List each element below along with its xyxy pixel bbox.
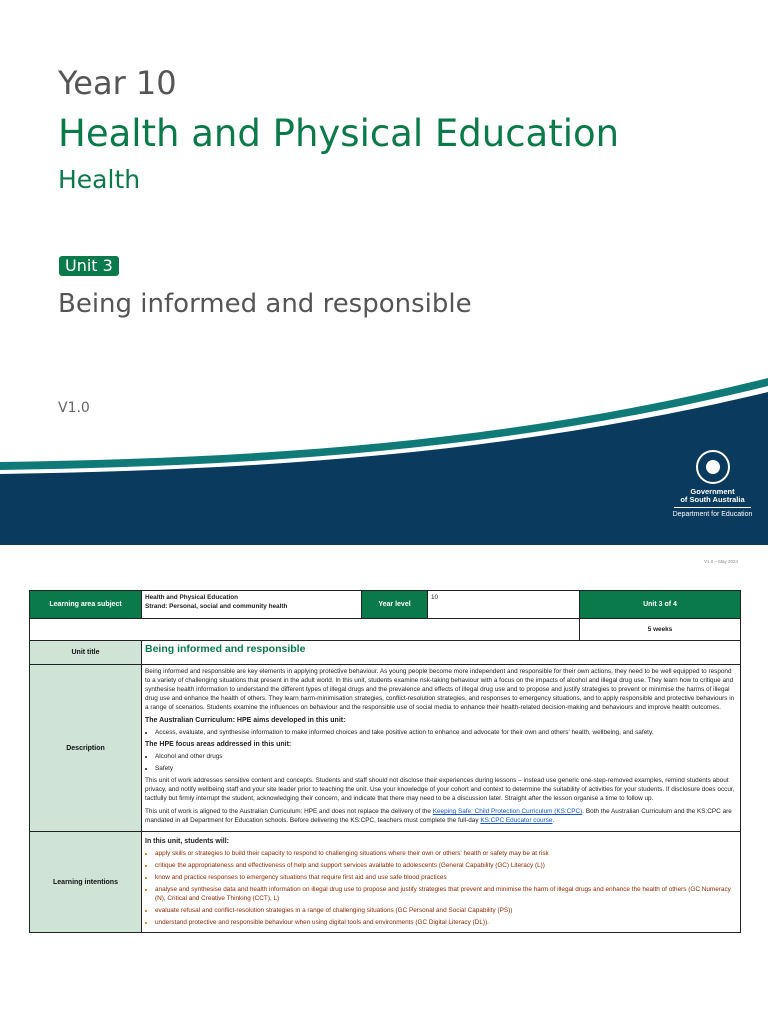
intention-item: • understand protective and responsible behaviour when using digital tools and environments (GC Digital Literacy (DL)).: [155, 918, 737, 927]
aims-list: [145, 728, 737, 737]
description-cell: [142, 665, 741, 832]
strand-value: Strand: Personal, social and community health: [145, 603, 288, 610]
empty-cell: [30, 619, 580, 641]
unit-badge: Unit 3: [59, 256, 119, 276]
intention-item: • apply skills or strategies to build their capacity to respond to challenging situations where their own or others' health or safety may be at risk: [155, 849, 737, 858]
intentions-heading: In this unit, students will:: [145, 838, 229, 845]
description-label: Description: [30, 665, 142, 832]
year-level-value: 10: [428, 591, 580, 619]
unit-title-label: Unit title: [30, 641, 142, 665]
piping-shrike-icon: [696, 450, 730, 484]
focus-item: • Alcohol and other drugs: [155, 752, 737, 761]
unit-overview-page: [0, 545, 768, 1024]
focus-item: • Safety: [155, 764, 737, 773]
description-paragraph: Being informed and responsible are key elements in applying protective behaviour. As young people become more independent and responsible for their own actions, they need to be well equipped to respond to a variety of challenging situations that present in the adult world. In this unit, students examine risk-taking behaviour with a focus on the impacts of alcohol and illegal drug use. They learn how to critique and synthesise health information to understand the different types of illegal drugs and the prevalence and effects of illegal drug use and to propose and justify strategies to prevent or minimise the harms of illegal drug use and enhance the health of others. They learn harm-minimisation strategies, conflict-resolution strategies, and responses to emergency situations, and to apply responsible and protective behaviours in a range of scenarios. Students examine the influences on behaviour and the responsible use of social media to enhance their health-related decision-making and behaviours and improve health outcomes.: [145, 668, 735, 711]
year-level-label: Year level: [362, 591, 428, 619]
sensitive-content-paragraph: This unit of work addresses sensitive content and concepts. Students and staff should not disclose their experiences during lessons – instead use generic one-step-removed examples, remind students about privacy, and notify wellbeing staff and your site leader prior to teaching the unit. Use your knowledge of your cohort and context to determine the suitability of activities for your students. If disclosure does occur, tactfully but firmly interrupt the student, acknowledging their concern, and indicate that there may need to be a discussion later. Straight after the lesson organise a time to follow up.: [145, 777, 735, 802]
logo-line-department: Department for Education: [672, 511, 753, 518]
strand-subtitle: Health: [58, 165, 141, 194]
cover-wave-graphic: [0, 370, 768, 545]
logo-line-state: of South Australia: [680, 495, 745, 504]
intention-item: • critique the appropriateness and effectiveness of help and support services available to adolescents (General Capability (GC) Literacy (L)): [155, 861, 737, 870]
alignment-text-2: . Both the Australian Curriculum and the KS:CPC are mandated in all Department for Education schools. Before delivering the KS:CPC, teachers must complete the full-day: [145, 808, 732, 824]
intention-item: • know and practice responses to emergency situations that require first aid and use safe blood practices: [155, 873, 737, 882]
intention-item: • evaluate refusal and conflict-resolution strategies in a range of challenging situations (GC Personal and Social Capability (PS)): [155, 906, 737, 915]
focus-heading: The HPE focus areas addressed in this unit:: [145, 741, 292, 748]
subject-title: Health and Physical Education: [58, 112, 620, 155]
learning-intentions-cell: [142, 832, 741, 933]
focus-list: [145, 752, 737, 773]
ks-cpc-course-link[interactable]: KS:CPC Educator course: [480, 817, 553, 824]
ks-cpc-link[interactable]: Keeping Safe: Child Protection Curriculum (KS:CPC): [432, 808, 583, 815]
unit-overview-table: [29, 590, 741, 933]
logo-line-government: Government: [690, 487, 735, 496]
intention-item: • analyse and synthesise data and health information on illegal drug use to propose and justify strategies that prevent and minimise the harm of illegal drugs and enhance the health of others (GC Numeracy (N), Critical and Creative Thinking (CCT), L): [155, 885, 737, 903]
learning-intentions-label: Learning intentions: [30, 832, 142, 933]
version-label: V1.0: [58, 400, 90, 416]
subject-value: Health and Physical Education: [145, 594, 239, 601]
alignment-text-1: This unit of work is aligned to the Australian Curriculum: HPE and does not replace the delivery of the: [145, 808, 433, 815]
page-version-tag: V1.0 – May 2024: [703, 559, 738, 564]
intentions-list: [145, 849, 737, 927]
curriculum-alignment-paragraph: [145, 807, 737, 825]
learning-area-label: Learning area subject: [30, 591, 142, 619]
aims-item: • Access, evaluate, and synthesise information to make informed choices and take positive action to enhance and advocate for their own and others' health, wellbeing, and safety.: [155, 728, 737, 737]
alignment-text-3: .: [552, 817, 555, 824]
unit-of-label: Unit 3 of 4: [580, 591, 741, 619]
unit-title-value: Being informed and responsible: [142, 641, 741, 665]
year-heading: Year 10: [58, 64, 177, 102]
subject-cell: [142, 591, 362, 619]
government-logo: [670, 450, 755, 518]
unit-name: Being informed and responsible: [58, 289, 472, 319]
weeks-value: 5 weeks: [580, 619, 741, 641]
aims-heading: The Australian Curriculum: HPE aims developed in this unit:: [145, 717, 346, 724]
logo-divider: [674, 507, 751, 508]
